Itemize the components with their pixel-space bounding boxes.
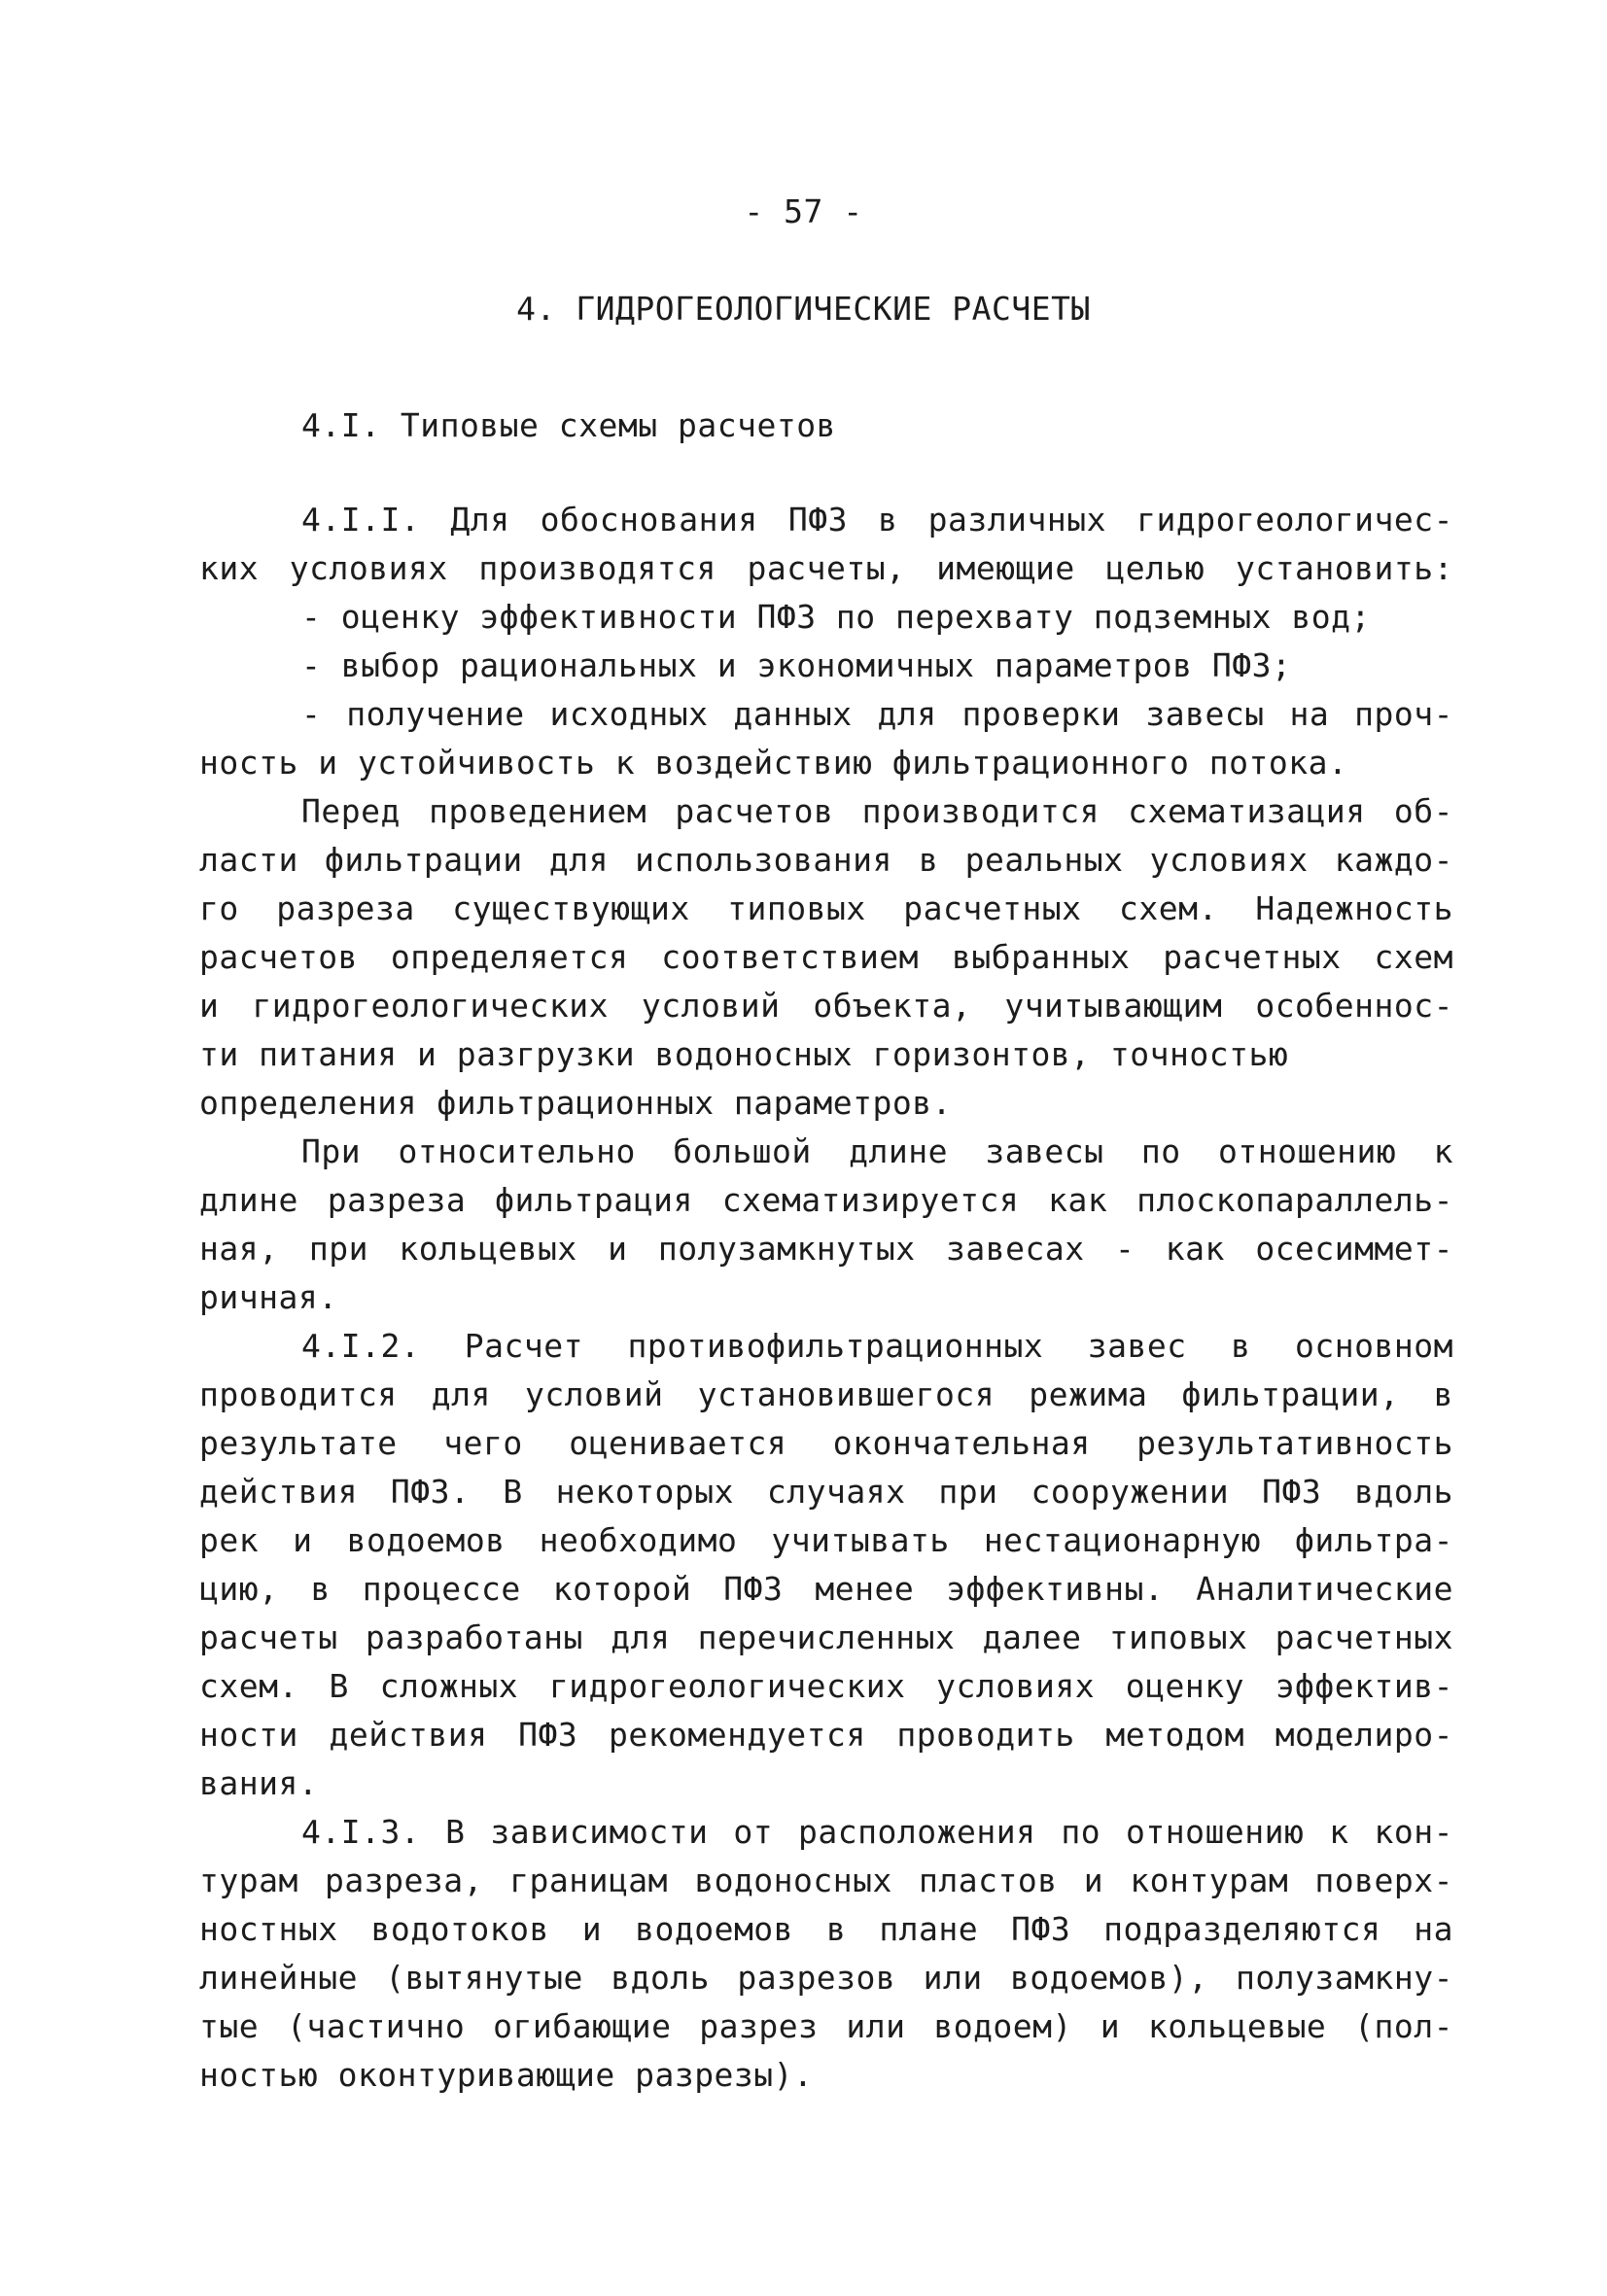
text-line: ласти фильтрации для использования в реальных условиях каждо-: [199, 841, 1453, 879]
text-line: ричная.: [199, 1278, 338, 1316]
text-line: действия ПФЗ. В некоторых случаях при сооружении ПФЗ вдоль: [199, 1473, 1453, 1511]
text-line: ности действия ПФЗ рекомендуется проводить методом моделиро-: [199, 1716, 1453, 1754]
text-line: тые (частично огибающие разрез или водоем) и кольцевые (пол-: [199, 2007, 1453, 2045]
text-line: турам разреза, границам водоносных пластов и контурам поверх-: [199, 1861, 1453, 1899]
text-line: результате чего оценивается окончательная результативность: [199, 1424, 1453, 1462]
text-line: цию, в процессе которой ПФЗ менее эффективны. Аналитические: [199, 1570, 1453, 1608]
text-line: ность и устойчивость к воздействию фильтрационного потока.: [199, 744, 1348, 782]
section-title: 4.I. Типовые схемы расчетов: [301, 406, 836, 444]
text-line: - получение исходных данных для проверки завесы на проч-: [301, 695, 1453, 733]
text-line: 4.I.I. Для обоснования ПФЗ в различных гидрогеологичес-: [301, 501, 1453, 539]
text-line: - выбор рациональных и экономичных параметров ПФЗ;: [301, 646, 1292, 684]
text-line: 4.I.2. Расчет противофильтрационных завес в основном: [301, 1327, 1453, 1365]
text-line: - оценку эффективности ПФЗ по перехвату подземных вод;: [301, 598, 1371, 636]
text-line: и гидрогеологических условий объекта, учитывающим особеннос-: [199, 987, 1453, 1025]
chapter-title: 4. ГИДРОГЕОЛОГИЧЕСКИЕ РАСЧЕТЫ: [516, 290, 1091, 328]
text-line: длине разреза фильтрация схематизируется как плоскопараллель-: [199, 1181, 1453, 1219]
text-line: ти питания и разгрузки водоносных горизонтов, точностью: [199, 1035, 1289, 1073]
text-line: 4.I.3. В зависимости от расположения по отношению к кон-: [301, 1813, 1453, 1851]
text-line: линейные (вытянутые вдоль разрезов или водоемов), полузамкну-: [199, 1959, 1453, 1997]
text-line: го разреза существующих типовых расчетных схем. Надежность: [199, 889, 1453, 927]
text-line: ностных водотоков и водоемов в плане ПФЗ подразделяются на: [199, 1910, 1453, 1948]
page-number: - 57 -: [744, 192, 863, 230]
text-line: схем. В сложных гидрогеологических условиях оценку эффектив-: [199, 1667, 1453, 1705]
text-line: ностью оконтуривающие разрезы).: [199, 2056, 814, 2094]
text-line: расчеты разработаны для перечисленных далее типовых расчетных: [199, 1618, 1453, 1656]
text-line: Перед проведением расчетов производится схематизация об-: [301, 792, 1453, 830]
text-line: расчетов определяется соответствием выбранных расчетных схем: [199, 938, 1453, 976]
text-line: вания.: [199, 1764, 319, 1802]
text-line: ких условиях производятся расчеты, имеющие целью установить:: [199, 549, 1453, 587]
text-line: При относительно большой длине завесы по отношению к: [301, 1132, 1453, 1170]
text-line: определения фильтрационных параметров.: [199, 1084, 952, 1122]
text-line: рек и водоемов необходимо учитывать нестационарную фильтра-: [199, 1521, 1453, 1559]
text-line: проводится для условий установившегося режима фильтрации, в: [199, 1375, 1453, 1413]
text-line: ная, при кольцевых и полузамкнутых завесах - как осесиммет-: [199, 1230, 1453, 1268]
